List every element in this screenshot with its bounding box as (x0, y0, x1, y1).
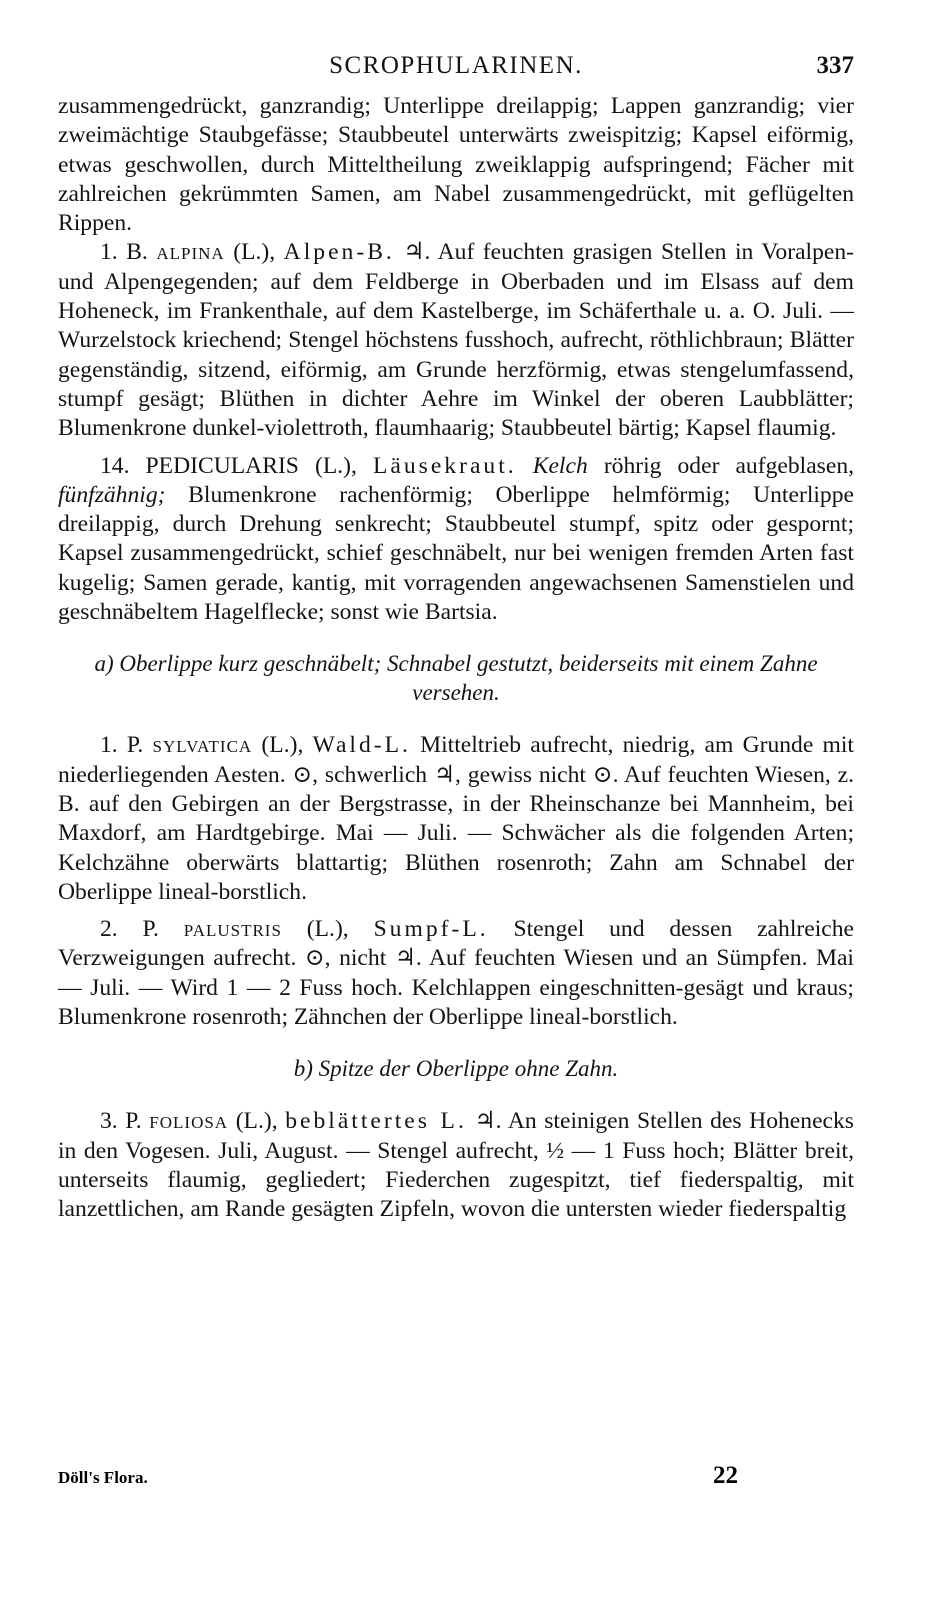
species-bartsia-alpina (58, 238, 854, 443)
section-heading-b: b) Spitze der Oberlippe ohne Zahn. (293, 1056, 619, 1082)
genus-name: PEDICULARIS (145, 452, 299, 479)
species-name: foliosa (149, 1108, 229, 1135)
species-name: sylvatica (152, 732, 253, 759)
species-author: (L.), (306, 916, 349, 943)
sheet-number: 22 (713, 1462, 738, 1489)
fuenfzaehnig-term: fünfzähnig; (58, 481, 166, 508)
common-name: Wald-L. (312, 732, 411, 759)
kelch-term: Kelch (532, 452, 588, 479)
species-name: alpina (156, 239, 225, 266)
common-name: beblättertes L. (285, 1108, 467, 1135)
species-number: 3. P. (100, 1108, 142, 1135)
species-number: 1. P. (100, 732, 144, 759)
species-text: An steinigen Stellen des Hohenecks in den Vogesen. Juli, August. — Stengel aufrecht, ½ — 1 Fuss hoch; Blätter breit, unterseits flaumig, gegliedert; Fiederchen zugespitzt, tief fiederspaltig, mit lanzettlichen, am Rande gesägten Zipfeln, wovon die untersten wieder fiederspaltig (58, 1108, 854, 1223)
species-sylvatica (58, 731, 854, 907)
species-author: (L.), (233, 239, 276, 266)
genus-text-2: Blumenkrone rachenförmig; Oberlippe helmförmig; Unterlippe dreilappig, durch Drehung senkrecht; Staubbeutel stumpf, spitz oder gespornt; Kapsel zusammengedrückt, schief geschnäbelt, nur bei wenigen fremden Arten fast kugelig; Samen gerade, kantig, mit vorragenden angewachsenen Samenstielen und geschnäbeltem Hagelflecke; sonst wie Bartsia. (58, 481, 854, 626)
genus-common-name: Läusekraut. (372, 452, 517, 479)
species-name: palustris (183, 916, 282, 943)
page-header (58, 52, 854, 92)
genus-author: (L.), (314, 452, 357, 479)
section-heading-a: a) Oberlippe kurz geschnäbelt; Schnabel gestutzt, beiderseits mit einem Zahne versehen. (94, 651, 818, 706)
species-number: 2. P. (100, 916, 159, 943)
species-text: Stengel und dessen zahlreiche Verzweigungen aufrecht. ⊙, nicht ♃. Auf feuchten Wiesen und an Sümpfen. Mai — Juli. — Wird 1 — 2 Fuss hoch. Kelchlappen eingeschnitten-gesägt und kraus; Blumenkrone rosenroth; Zähnchen der Oberlippe lineal-borstlich. (58, 916, 854, 1031)
signature-mark: Döll's Flora. (58, 1468, 148, 1487)
common-name: Alpen-B. (283, 239, 395, 266)
page-footer (58, 1462, 738, 1502)
species-author: (L.), (261, 732, 304, 759)
genus-number: 14. (100, 452, 130, 479)
perennial-symbol: ♃. (474, 1108, 502, 1135)
common-name: Sumpf-L. (373, 916, 489, 943)
species-palustris (58, 915, 854, 1032)
genus-text-1: röhrig oder aufgeblasen, (603, 452, 855, 479)
genus-description-end: zusammengedrückt, ganzrandig; Unterlippe dreilappig; Lappen ganzrandig; vier zweimächtige Staubgefässe; Staubbeutel unterwärts zweispitzig; Kapsel eiförmig, etwas geschwollen, durch Mitteltheilung zweiklappig aufspringend; Fächer mit zahlreichen gekrümmten Samen, am Nabel zusammengedrückt, mit geflügelten Rippen. (58, 93, 854, 237)
species-text: Mitteltrieb aufrecht, niedrig, am Grunde mit niederliegenden Aesten. ⊙, schwerlich ♃, gewiss nicht ⊙. Auf feuchten Wiesen, z. B. auf den Gebirgen an der Bergstrasse, in der Rheinschanze bei Mannheim, bei Maxdorf, am Hardtgebirge. Mai — Juli. — Schwächer als die folgenden Arten; Kelchzähne oberwärts blattartig; Blüthen rosenroth; Zahn am Schnabel der Oberlippe lineal-borstlich. (58, 732, 854, 905)
page-number: 337 (816, 52, 854, 79)
genus-pedicularis (58, 452, 854, 628)
running-title: SCROPHULARINEN. (329, 52, 583, 79)
page-content (58, 52, 854, 1225)
species-foliosa (58, 1107, 854, 1224)
species-author: (L.), (235, 1108, 278, 1135)
perennial-symbol: ♃. (403, 239, 431, 266)
species-text: Auf feuchten grasigen Stellen in Voralpen- und Alpengegenden; auf dem Feldberge in Oberbaden und im Elsass auf dem Hoheneck, im Frankenthale, auf dem Kastelberge, im Schäferthale u. a. O. Juli. — Wurzelstock kriechend; Stengel höchstens fusshoch, aufrecht, röthlichbraun; Blätter gegenständig, sitzend, eiförmig, am Grunde herzförmig, etwas stengelumfassend, stumpf gesägt; Blüthen in dichter Aehre im Winkel der oberen Laubblätter; Blumenkrone dunkel-violettroth, flaumhaarig; Staubbeutel bärtig; Kapsel flaumig. (58, 239, 855, 442)
species-number: 1. B. (100, 239, 148, 266)
